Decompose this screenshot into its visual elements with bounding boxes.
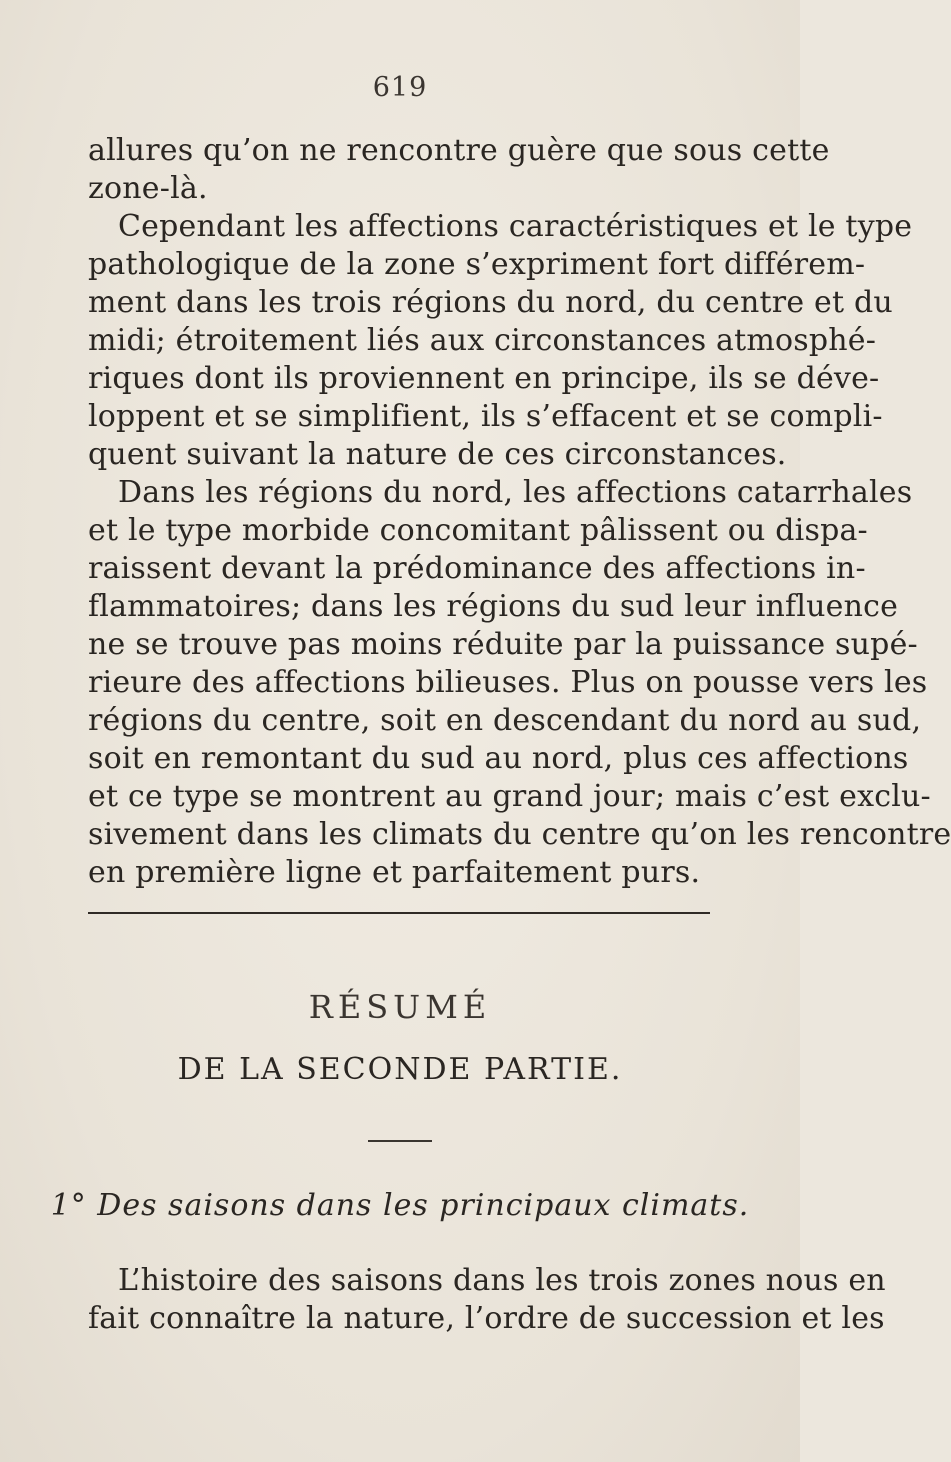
text-line: ne se trouve pas moins réduite par la puissance supé-: [88, 627, 918, 662]
paragraph-first-line: L’histoire des saisons dans les trois zones nous en: [118, 1263, 886, 1298]
text-line: en première ligne et parfaitement purs.: [88, 855, 701, 890]
text-line: flammatoires; dans les régions du sud leur influence: [88, 589, 899, 624]
text-line: midi; étroitement liés aux circonstances atmosphé-: [88, 323, 877, 358]
text-line: et ce type se montrent au grand jour; mais c’est exclu-: [88, 779, 931, 814]
summary-subheading: DE LA SECONDE PARTIE.: [177, 1052, 623, 1087]
text-line: fait connaître la nature, l’ordre de succession et les: [88, 1301, 885, 1336]
text-line: sivement dans les climats du centre qu’on les rencontre: [88, 817, 951, 852]
text-line: allures qu’on ne rencontre guère que sous cette: [88, 133, 830, 168]
text-line: loppent et se simplifient, ils s’effacent et se compli-: [88, 399, 883, 434]
text-line: raissent devant la prédominance des affections in-: [88, 551, 866, 586]
paragraph-first-line: Cependant les affections caractéristiques et le type: [118, 209, 913, 244]
text-line: ment dans les trois régions du nord, du centre et du: [88, 285, 893, 320]
text-line: pathologique de la zone s’expriment fort différem-: [88, 247, 866, 282]
text-line: et le type morbide concomitant pâlissent ou dispa-: [88, 513, 868, 548]
section-title: 1° Des saisons dans les principaux climats.: [50, 1188, 750, 1223]
short-divider: [368, 1140, 432, 1142]
text-line: soit en remontant du sud au nord, plus ces affections: [88, 741, 909, 776]
section-divider: [88, 912, 710, 914]
text-line: rieure des affections bilieuses. Plus on pousse vers les: [88, 665, 928, 700]
text-line: quent suivant la nature de ces circonstances.: [88, 437, 787, 472]
paragraph-first-line: Dans les régions du nord, les affections catarrhales: [118, 475, 913, 510]
page-number: 619: [372, 72, 428, 103]
summary-heading: RÉSUMÉ: [308, 988, 492, 1026]
text-line: régions du centre, soit en descendant du nord au sud,: [88, 703, 922, 738]
text-line: riques dont ils proviennent en principe, ils se déve-: [88, 361, 880, 396]
text-line: zone-là.: [88, 171, 208, 206]
